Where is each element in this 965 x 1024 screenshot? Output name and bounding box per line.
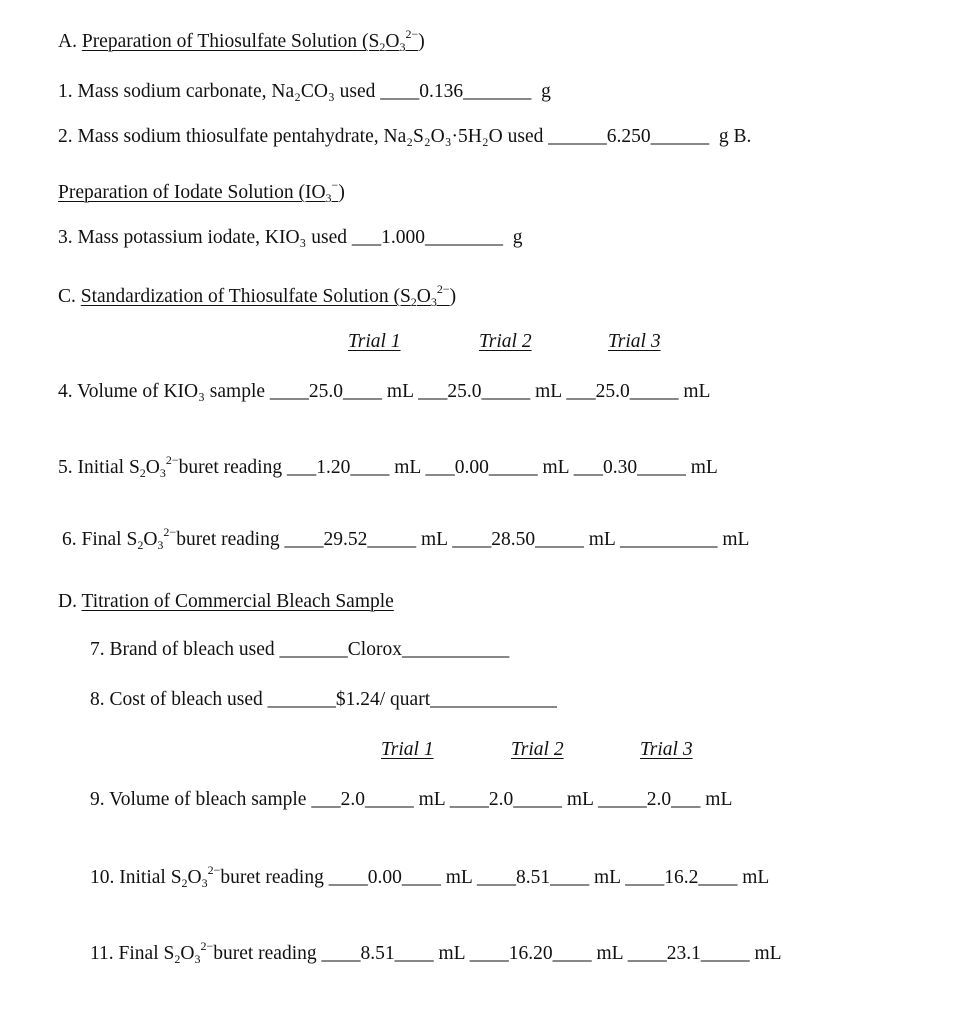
item-5-trial-3[interactable]: ___0.30_____ (573, 457, 686, 478)
item-3-row (58, 226, 522, 250)
item-4-unit-1: mL (386, 381, 414, 402)
item-6-trial-2[interactable]: ____28.50_____ (452, 529, 584, 550)
section-d-letter: D. (58, 591, 77, 612)
item-4-trial-1[interactable]: ____25.0____ (269, 381, 383, 402)
item-11-unit-2: mL (596, 943, 623, 964)
section-a-letter: A. (58, 31, 77, 52)
item-9-unit-3: mL (705, 789, 733, 810)
d-trial-3-header: Trial 3 (640, 739, 693, 760)
item-8-label: 8. Cost of bleach used (90, 689, 263, 710)
item-6-trial-3[interactable]: __________ (619, 529, 718, 550)
item-1-unit: g (541, 81, 551, 102)
item-4-label: 4. Volume of KIO₃ sample (58, 381, 266, 402)
section-d-heading (58, 590, 394, 614)
item-1-value[interactable]: ____0.136_______ (380, 81, 532, 102)
item-4-trial-2[interactable]: ___25.0_____ (418, 381, 531, 402)
item-5-trial-1[interactable]: ___1.20____ (286, 457, 390, 478)
item-11-unit-3: mL (754, 943, 782, 964)
item-10-unit-3: mL (742, 867, 770, 888)
item-3-label: 3. Mass potassium iodate, KIO₃ used (58, 227, 347, 248)
section-c-letter: C. (58, 286, 76, 307)
item-2-row (58, 125, 751, 149)
item-3-unit: g (512, 227, 523, 248)
item-10-unit-1: mL (445, 867, 473, 888)
item-6-label: 6. Final $S_2O_3^{2-}buret$ reading (62, 525, 280, 552)
item-11-unit-1: mL (438, 943, 465, 964)
item-7-value[interactable]: _______Clorox___________ (279, 639, 510, 660)
item-5-trial-2[interactable]: ___0.00_____ (425, 457, 538, 478)
item-6-unit-2: mL (588, 529, 616, 550)
item-6-unit-1: mL (420, 529, 448, 550)
item-2-label: 2. Mass sodium thiosulfate pentahydrate, Na₂S₂O₃·5H₂O used (58, 126, 544, 147)
item-9-trial-2[interactable]: ____2.0_____ (449, 789, 562, 810)
item-5-unit-1: mL (394, 457, 421, 478)
item-2-unit: g B. (718, 126, 752, 147)
item-11-trial-2[interactable]: ____16.20____ (469, 943, 592, 964)
item-9-row (90, 788, 732, 812)
item-11-label: 11. Final $S_2O_3^{2-}buret$ reading (90, 939, 317, 966)
d-trial-2-header: Trial 2 (511, 739, 564, 760)
item-11-row (90, 934, 782, 966)
item-2-value[interactable]: ______6.250______ (548, 126, 710, 147)
item-5-label: 5. Initial $S_2O_3^{2-}buret$ reading (58, 453, 283, 480)
item-4-unit-2: mL (535, 381, 562, 402)
item-7-label: 7. Brand of bleach used (90, 639, 275, 660)
item-1-label: 1. Mass sodium carbonate, Na₂CO₃ used (58, 81, 376, 102)
item-9-unit-2: mL (566, 789, 594, 810)
item-11-trial-1[interactable]: ____8.51____ (321, 943, 434, 964)
item-4-unit-3: mL (683, 381, 711, 402)
item-9-trial-3[interactable]: _____2.0___ (598, 789, 701, 810)
item-9-label: 9. Volume of bleach sample (90, 789, 307, 810)
section-a-heading: A. Preparation of Thiosulfate Solution $(S_2O_3^{2-})$ (58, 27, 425, 54)
item-10-label: 10. Initial $S_2O_3^{2-}buret$ reading (90, 863, 324, 890)
c-trial-3-header: Trial 3 (608, 331, 661, 352)
item-5-row (58, 448, 718, 480)
section-b-title: Preparation of Iodate Solution ($IO_3^-$ (58, 178, 339, 205)
item-5-unit-2: mL (542, 457, 569, 478)
d-trial-1-header: Trial 1 (381, 739, 434, 760)
item-3-value[interactable]: ___1.000________ (351, 227, 503, 248)
item-9-unit-1: mL (418, 789, 445, 810)
item-8-row (90, 688, 557, 712)
item-10-trial-2[interactable]: ____8.51____ (476, 867, 590, 888)
c-trial-1-header: Trial 1 (348, 331, 401, 352)
item-10-trial-3[interactable]: ____16.2____ (625, 867, 738, 888)
item-6-unit-3: mL (722, 529, 750, 550)
section-c-heading: C. Standardization of Thiosulfate Solution $(S_2O_3^{2-})$ (58, 282, 457, 309)
item-4-trial-3[interactable]: ___25.0_____ (566, 381, 679, 402)
item-5-unit-3: mL (690, 457, 718, 478)
item-7-row (90, 638, 509, 662)
item-4-row (58, 380, 710, 404)
item-10-unit-2: mL (593, 867, 621, 888)
item-10-trial-1[interactable]: ____0.00____ (328, 867, 441, 888)
item-6-row (62, 520, 749, 552)
item-8-value[interactable]: _______$1.24/ quart_____________ (267, 689, 557, 710)
item-11-trial-3[interactable]: ____23.1_____ (627, 943, 750, 964)
item-9-trial-1[interactable]: ___2.0_____ (311, 789, 414, 810)
item-1-row (58, 80, 551, 104)
c-trial-2-header: Trial 2 (479, 331, 532, 352)
section-a-title: Preparation of Thiosulfate Solution ($S_2O_3^{2-}$ (81, 27, 419, 54)
item-10-row (90, 858, 769, 890)
item-6-trial-1[interactable]: ____29.52_____ (284, 529, 417, 550)
section-d-title: Titration of Commercial Bleach Sample (81, 591, 394, 612)
section-c-title: Standardization of Thiosulfate Solution ($S_2O_3^{2-}$ (80, 282, 450, 309)
section-b-heading: Preparation of Iodate Solution $(IO_3^-)$ (58, 178, 345, 205)
